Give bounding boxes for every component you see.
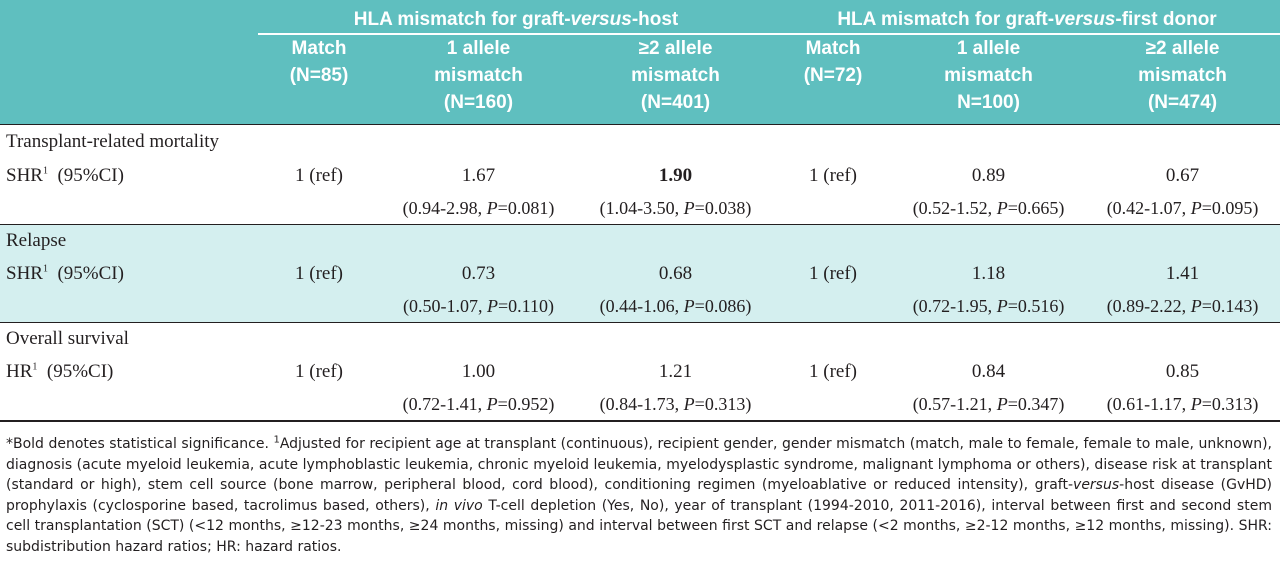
- table-header: [0, 0, 1280, 125]
- value-cell: 1.41: [1085, 257, 1280, 291]
- empty-cell: [774, 291, 892, 323]
- value-cell: 1 (ref): [295, 164, 343, 186]
- ci-row: [0, 291, 1280, 323]
- ci-cell: (0.84-1.73, P=0.313): [577, 389, 774, 421]
- ci-cell: (0.57-1.21, P=0.347): [892, 389, 1085, 421]
- value-cell-significant: 1.90: [658, 164, 693, 186]
- row-label: $HR^1$ (95%CI): [6, 360, 114, 382]
- ci-cell: (0.72-1.41, P=0.952): [380, 389, 577, 421]
- group-header-graft-versus-first-donor: HLA mismatch for graft-versus-first donor: [774, 0, 1280, 34]
- value-cell: 0.67: [1165, 164, 1200, 186]
- value-cell: 1 (ref): [809, 164, 858, 186]
- row-label: SHR$^1$ (95%CI): [6, 164, 124, 186]
- ci-cell: (0.61-1.17, P=0.313): [1085, 389, 1280, 421]
- value-cell: 1 (ref): [295, 360, 343, 382]
- column-header: Match (N=72): [774, 34, 892, 125]
- section-title: Overall survival: [0, 323, 1280, 355]
- group-header-graft-versus-host: HLA mismatch for graft-versus-host: [258, 0, 774, 34]
- column-header: ≥2 allele mismatch (N=401): [577, 34, 774, 125]
- empty-cell: [258, 291, 380, 323]
- value-cell: 1.18: [892, 257, 1085, 291]
- section-title-row: [0, 323, 1280, 355]
- header-corner-2: [0, 34, 258, 125]
- value-cell: 0.89: [971, 164, 1006, 186]
- value-cell: 1.67: [461, 164, 496, 186]
- empty-cell: [0, 291, 258, 323]
- section-title-row: [0, 225, 1280, 257]
- row-label: SHR$^1$ (95%CI): [0, 257, 258, 291]
- ci-row: [0, 389, 1280, 421]
- section-title: Transplant-related mortality: [0, 125, 1280, 159]
- ci-cell: (0.42-1.07, P=0.095): [1106, 197, 1259, 218]
- value-cell: 0.73: [380, 257, 577, 291]
- table-row: [0, 257, 1280, 291]
- value-cell: 0.84: [971, 360, 1006, 382]
- ci-cell: (0.50-1.07, P=0.110): [380, 291, 577, 323]
- value-cell: 1 (ref): [809, 360, 858, 382]
- header-corner: [0, 0, 258, 34]
- table-footnote: *Bold denotes statistical significance. $^1$Adjusted for recipient age at transplant (continuous), recipient gender, gender mismatch (match, male to female, female to male, unknown), diagnosis (acute myeloid leukemia, acute lymphoblastic leukemia, chronic myeloid leukemia, myelodysplastic syndrome, malignant lymphoma or others), disease risk at transplant (standard or high), stem cell source (bone marrow, peripheral blood, cord blood), conditioning regimen (myeloablative or reduced intensity), graft-versus-host disease (GvHD) prophylaxis (cyclosporine based, tacrolimus based, others), in vivo T-cell depletion (Yes, No), year of transplant (1994-2010, 2011-2016), interval between first and second stem cell transplantation (SCT) (<12 months, ≥12-23 months, ≥24 months, missing) and interval between first SCT and relapse (<2 months, ≥2-12 months, ≥12 months, missing). SHR: subdistribution hazard ratios; HR: hazard ratios.: [6, 434, 1272, 555]
- ci-cell: (0.52-1.52, P=0.665): [912, 197, 1065, 218]
- ci-cell: (0.94-2.98, P=0.081): [402, 197, 555, 218]
- ci-cell: (0.72-1.95, P=0.516): [892, 291, 1085, 323]
- value-cell: 1.00: [461, 360, 496, 382]
- table-row: [0, 355, 1280, 389]
- ci-cell: (0.44-1.06, P=0.086): [577, 291, 774, 323]
- empty-cell: [774, 193, 892, 225]
- column-header: 1 allele mismatch (N=160): [380, 34, 577, 125]
- value-cell: 0.68: [577, 257, 774, 291]
- empty-cell: [774, 389, 892, 421]
- empty-cell: [258, 193, 380, 225]
- table-body: [0, 125, 1280, 421]
- empty-cell: [258, 389, 380, 421]
- section-title-row: [0, 125, 1280, 159]
- ci-cell: (1.04-3.50, P=0.038): [599, 197, 752, 218]
- column-header: Match (N=85): [258, 34, 380, 125]
- value-cell: 1.21: [658, 360, 693, 382]
- value-cell: 1 (ref): [258, 257, 380, 291]
- empty-cell: [0, 193, 258, 225]
- column-header: ≥2 allele mismatch (N=474): [1085, 34, 1280, 125]
- section-title: Relapse: [0, 225, 1280, 257]
- column-header: 1 allele mismatch N=100): [892, 34, 1085, 125]
- empty-cell: [0, 389, 258, 421]
- table-row: [0, 159, 1280, 193]
- value-cell: 0.85: [1165, 360, 1200, 382]
- value-cell: 1 (ref): [774, 257, 892, 291]
- ci-cell: (0.89-2.22, P=0.143): [1085, 291, 1280, 323]
- ci-row: [0, 193, 1280, 225]
